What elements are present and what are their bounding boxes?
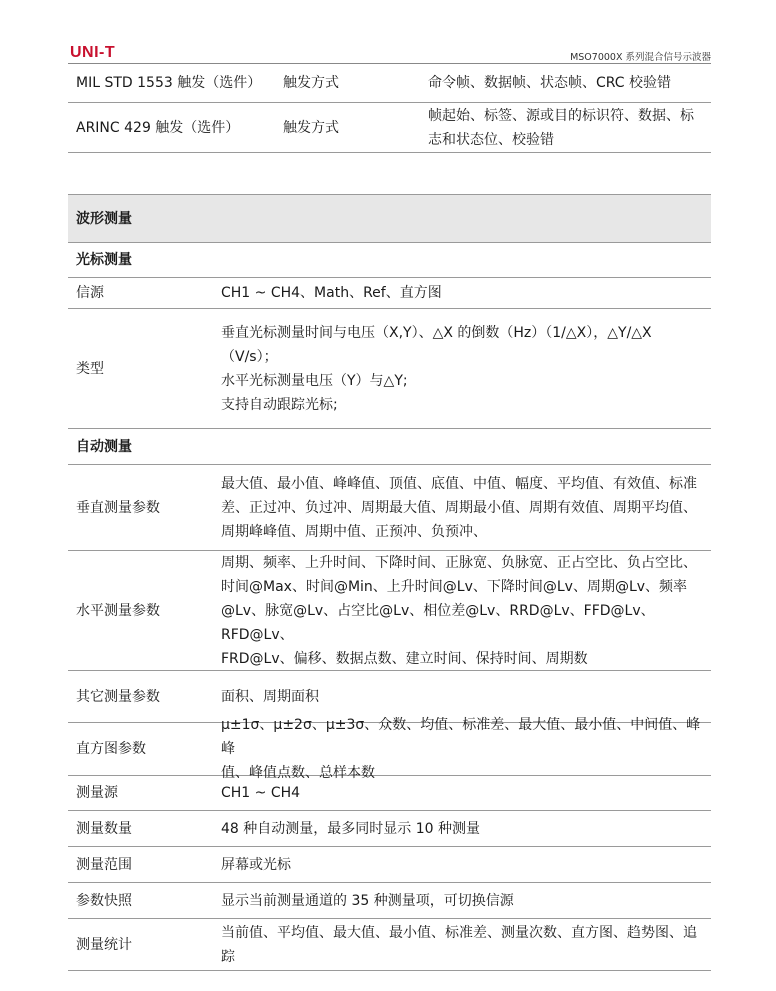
- table-row: [68, 811, 711, 847]
- section-header: [68, 194, 711, 243]
- row-value: μ±1σ、μ±2σ、μ±3σ、众数、均值、标准差、最大值、最小值、中间值、峰峰 值、峰值点数、总样本数: [221, 717, 701, 781]
- row-label: 类型: [76, 360, 104, 377]
- table-row: [68, 278, 711, 309]
- param-cell: 触发方式: [283, 119, 339, 136]
- row-label: 测量范围: [76, 856, 132, 873]
- table-row: [68, 717, 711, 781]
- table-row: [68, 309, 711, 429]
- row-value: 面积、周期面积: [221, 688, 319, 705]
- row-label: 垂直测量参数: [76, 499, 160, 516]
- subsection-header: [68, 429, 711, 465]
- trigger-spec-table: [68, 64, 711, 153]
- row-value: 当前值、平均值、最大值、最小值、标准差、测量次数、直方图、趋势图、追 踪: [221, 924, 697, 965]
- row-value: 显示当前测量通道的 35 种测量项，可切换信源: [221, 892, 514, 909]
- row-label: 测量数量: [76, 820, 132, 837]
- feature-cell: MIL STD 1553 触发（选件）: [76, 75, 262, 91]
- table-row: [68, 919, 711, 971]
- row-label: 参数快照: [76, 892, 132, 909]
- table-row: [68, 465, 711, 551]
- section-title: 波形测量: [76, 210, 132, 227]
- document-title: MSO7000X 系列混合信号示波器: [570, 52, 711, 63]
- measurement-spec-table: [68, 194, 711, 971]
- row-label: 信源: [76, 285, 104, 301]
- subsection-header: [68, 243, 711, 278]
- value-cell: 帧起始、标签、源或目的标识符、数据、标 志和状态位、校验错: [428, 107, 694, 148]
- row-label: 其它测量参数: [76, 688, 160, 705]
- row-value: CH1 ~ CH4: [221, 785, 301, 801]
- row-value: 垂直光标测量时间与电压（X,Y）、△X 的倒数（Hz）（1/△X），△Y/△X （V/s）； 水平光标测量电压（Y）与△Y; 支持自动跟踪光标;: [221, 324, 652, 413]
- subsection-title: 自动测量: [76, 438, 132, 455]
- row-value: 周期、频率、上升时间、下降时间、正脉宽、负脉宽、正占空比、负占空比、 时间@Max、时间@Min、上升时间@Lv、下降时间@Lv、周期@Lv、频率 @Lv、脉宽@Lv、占空比@Lv、相位差@Lv、RRD@Lv、FFD@Lv、RFD@Lv、 FRD@Lv、偏移、数据点数、建立时间、保持时间、周期数: [221, 554, 697, 667]
- param-cell: 触发方式: [283, 75, 339, 91]
- row-label: 测量统计: [76, 936, 132, 953]
- table-row: [68, 883, 711, 919]
- row-label: 水平测量参数: [76, 602, 160, 619]
- table-row: [68, 64, 711, 103]
- row-label: 测量源: [76, 785, 118, 801]
- page-header: [68, 0, 711, 64]
- row-value: CH1 ~ CH4、Math、Ref、直方图: [221, 285, 442, 301]
- table-row: [68, 847, 711, 883]
- table-row: [68, 776, 711, 811]
- row-label: 直方图参数: [76, 741, 146, 757]
- table-row: [68, 103, 711, 153]
- row-value: 最大值、最小值、峰峰值、顶值、底值、中值、幅度、平均值、有效值、标准 差、正过冲、负过冲、周期最大值、周期最小值、周期有效值、周期平均值、 周期峰峰值、周期中值、正预冲、负预冲、: [221, 475, 697, 540]
- subsection-title: 光标测量: [76, 252, 132, 268]
- brand-logo: UNI-T: [70, 44, 116, 61]
- table-row: [68, 551, 711, 671]
- row-value: 48 种自动测量，最多同时显示 10 种测量: [221, 820, 480, 837]
- feature-cell: ARINC 429 触发（选件）: [76, 119, 240, 136]
- row-value: 屏幕或光标: [221, 856, 291, 873]
- value-cell: 命令帧、数据帧、状态帧、CRC 校验错: [428, 75, 672, 91]
